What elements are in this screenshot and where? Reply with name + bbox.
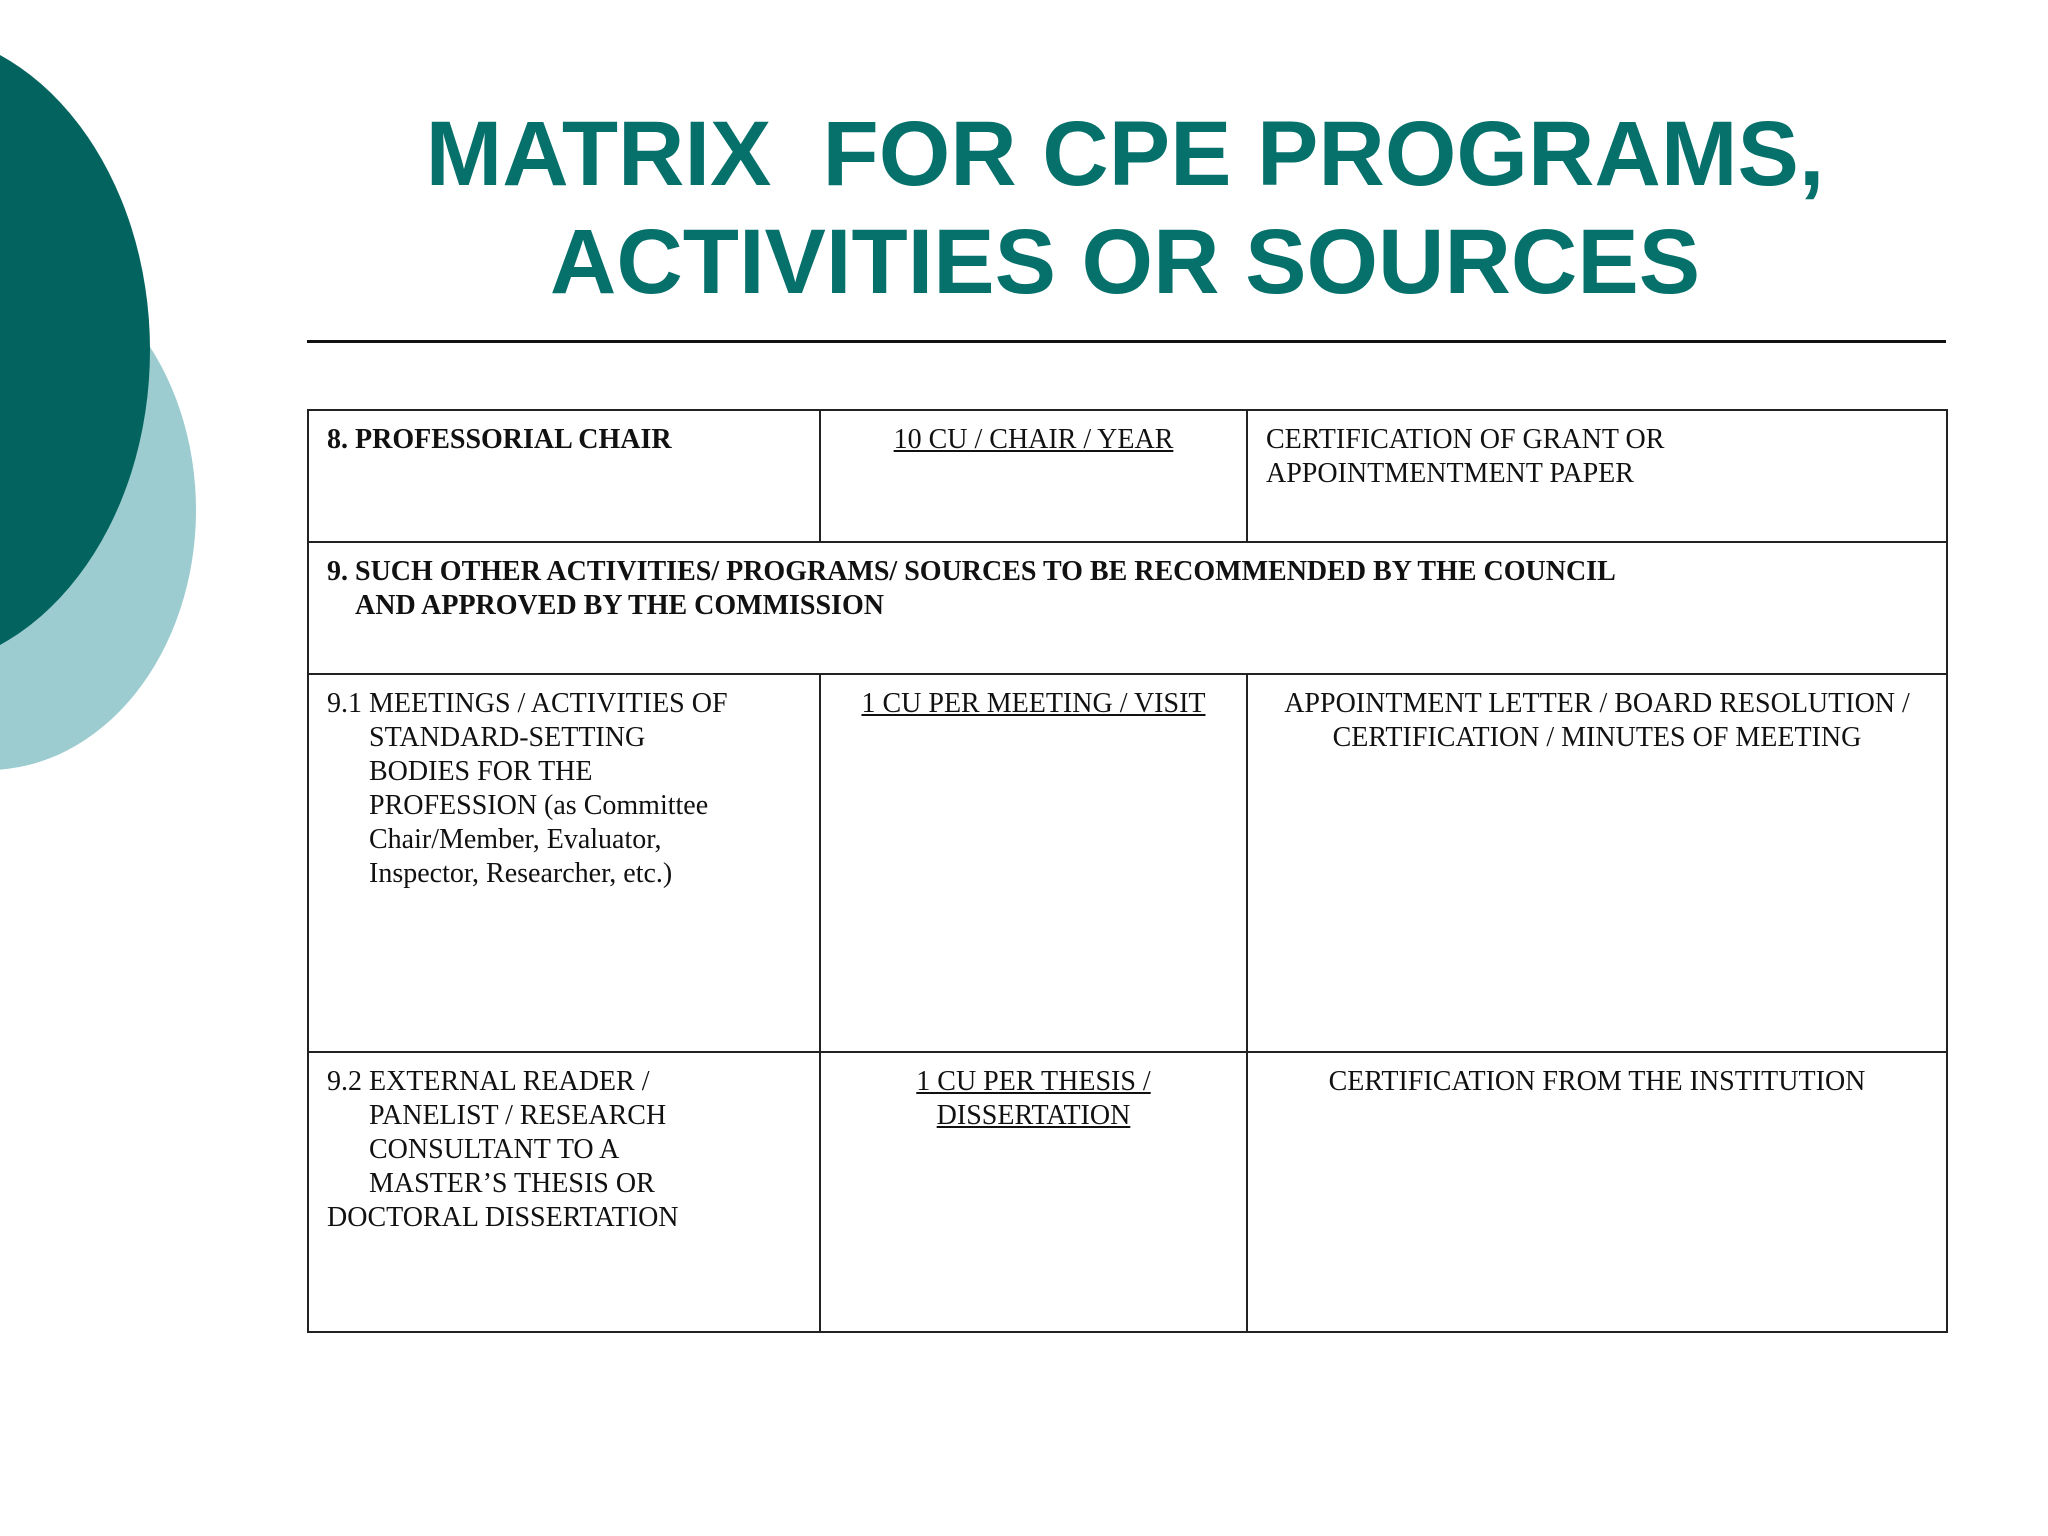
slide-title [310, 100, 1940, 316]
activity-line: BODIES FOR THE [369, 756, 593, 787]
section-heading-line: 9. SUCH OTHER ACTIVITIES/ PROGRAMS/ SOURCES TO BE RECOMMENDED BY THE COUNCIL [327, 556, 1616, 587]
credit-label: 10 CU / CHAIR / YEAR [893, 424, 1174, 455]
cell-credit-external-reader [820, 1052, 1247, 1332]
activity-line: PANELIST / RESEARCH [369, 1100, 667, 1131]
activity-line: MASTER’S THESIS OR [369, 1168, 655, 1199]
table-row-professorial-chair [308, 410, 1947, 542]
activity-line: DOCTORAL DISSERTATION [327, 1202, 679, 1233]
credit-label: 1 CU PER MEETING / VISIT [861, 688, 1206, 719]
table-row-meetings [308, 674, 1947, 1052]
cell-activity-professorial-chair [308, 410, 820, 542]
table-row-external-reader [308, 1052, 1947, 1332]
activity-line: STANDARD-SETTING [369, 722, 646, 753]
cell-credit-meetings [820, 674, 1247, 1052]
cell-evidence-professorial-chair [1247, 410, 1947, 542]
activity-line: Inspector, Researcher, etc.) [369, 858, 673, 889]
evidence-line: APPOINTMENTMENT PAPER [1266, 458, 1634, 489]
credit-line: DISSERTATION [936, 1100, 1131, 1131]
section-heading-line: AND APPROVED BY THE COMMISSION [355, 590, 884, 621]
evidence-label: CERTIFICATION FROM THE INSTITUTION [1328, 1066, 1866, 1097]
evidence-line: APPOINTMENT LETTER / BOARD RESOLUTION / [1284, 688, 1910, 719]
cell-evidence-external-reader [1247, 1052, 1947, 1332]
activity-line: 9.1 MEETINGS / ACTIVITIES OF [327, 688, 728, 719]
evidence-line: CERTIFICATION OF GRANT OR [1266, 424, 1665, 455]
cell-credit-professorial-chair [820, 410, 1247, 542]
activity-line: CONSULTANT TO A [369, 1134, 620, 1165]
slide-title-line-1: MATRIX FOR CPE PROGRAMS, [425, 103, 1825, 205]
activity-line: 9.2 EXTERNAL READER / [327, 1066, 650, 1097]
cell-activity-meetings [308, 674, 820, 1052]
credit-line: 1 CU PER THESIS / [916, 1066, 1151, 1097]
cell-activity-external-reader [308, 1052, 820, 1332]
cell-evidence-meetings [1247, 674, 1947, 1052]
activity-line: Chair/Member, Evaluator, [369, 824, 662, 855]
evidence-line: CERTIFICATION / MINUTES OF MEETING [1332, 722, 1862, 753]
activity-line: PROFESSION (as Committee [369, 790, 709, 821]
slide-title-line-2: ACTIVITIES OR SOURCES [549, 211, 1701, 313]
cpe-matrix-table [307, 409, 1948, 1333]
activity-label: 8. PROFESSORIAL CHAIR [327, 424, 672, 455]
table-row-other-activities [308, 542, 1947, 674]
cell-other-activities-heading [308, 542, 1947, 674]
title-divider [307, 340, 1946, 343]
